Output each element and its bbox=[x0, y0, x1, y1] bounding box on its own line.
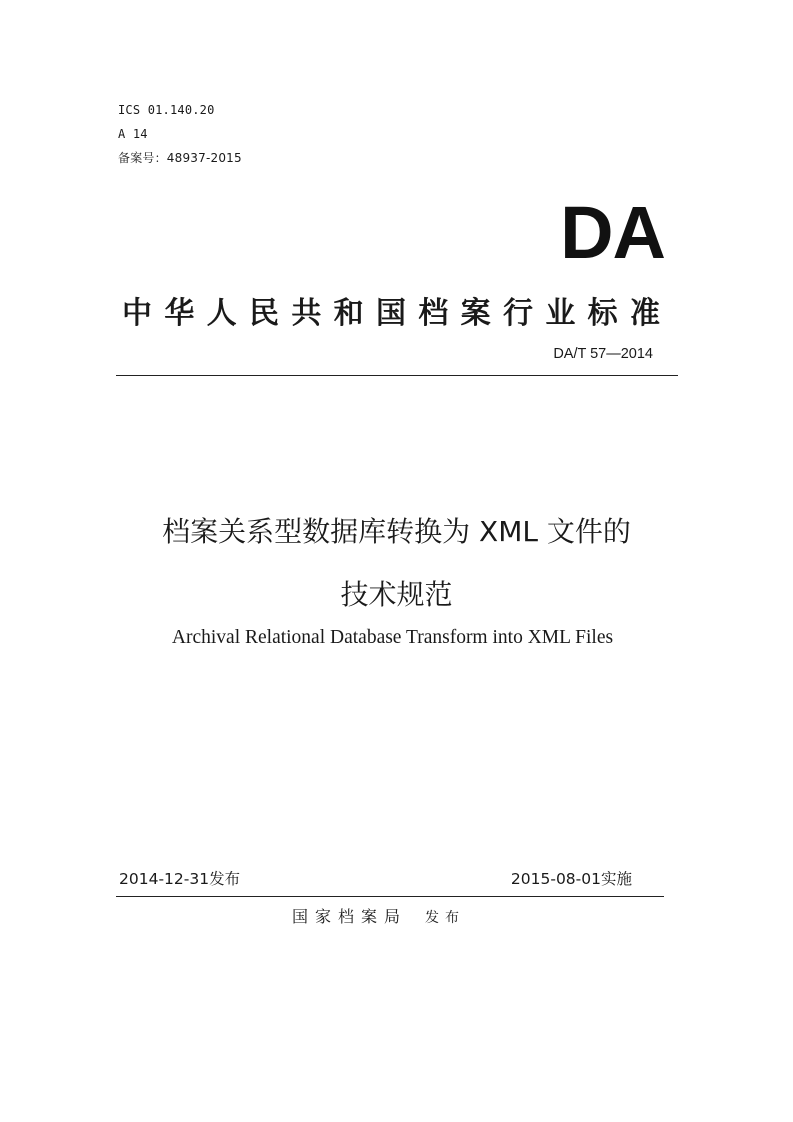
classification-code: A 14 bbox=[118, 127, 148, 141]
header-divider bbox=[116, 375, 678, 376]
implementation-date: 2015-08-01实施 bbox=[510, 870, 632, 888]
standard-code: DA/T 57—2014 bbox=[553, 346, 653, 362]
issuer-name: 国家档案局 bbox=[292, 907, 408, 926]
issue-date: 2014-12-31发布 bbox=[119, 870, 241, 888]
title-zh-line1: 档案关系型数据库转换为 XML 文件的 bbox=[162, 515, 631, 548]
issuer-line bbox=[292, 906, 465, 929]
standard-type-heading: 中华人民共和国档案行业标准 bbox=[122, 296, 662, 331]
title-zh-line2: 技术规范 bbox=[340, 578, 453, 611]
issuer-action: 发布 bbox=[425, 910, 466, 926]
da-logo: DA bbox=[560, 191, 665, 274]
footer-divider bbox=[116, 896, 664, 897]
ics-code: ICS 01.140.20 bbox=[118, 103, 215, 117]
record-number: 备案号：48937-2015 bbox=[118, 151, 242, 165]
title-en: Archival Relational Database Transform into XML Files bbox=[171, 627, 614, 648]
